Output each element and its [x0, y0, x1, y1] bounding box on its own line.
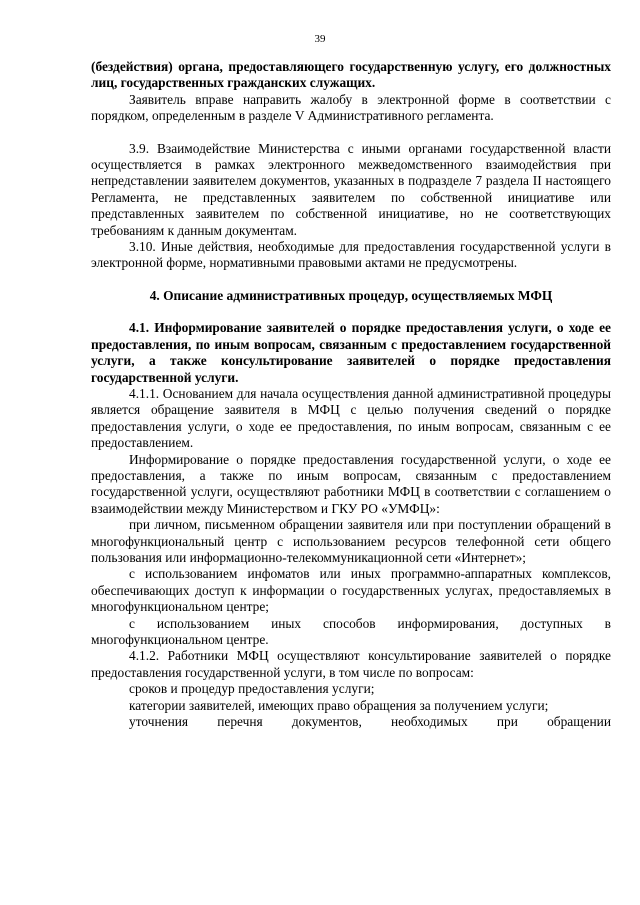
- page-number: 39: [314, 33, 326, 45]
- paragraph-informing: Информирование о порядке предоставления государственной услуги, о ходе ее предоставления, а также по иным вопросам, связанным с предоставлением государственной услуги, осуществляют работники МФЦ в соответствии с соглашением о взаимодействии между Министерством и ГКУ РО «УМФЦ»:: [91, 451, 611, 516]
- paragraph-complaint-subject: (бездействия) органа, предоставляющего государственную услугу, его должностных лиц, государственных гражданских служащих.: [91, 59, 611, 91]
- list-item-categories: категории заявителей, имеющих право обращения за получением услуги;: [129, 697, 549, 713]
- list-item-personal-appeal: при личном, письменном обращении заявителя или при поступлении обращений в многофункциональный центр с использованием ресурсов телефонной сети общего пользования или информационно-телекоммуникационной сети «Интернет»;: [91, 517, 611, 565]
- list-item-infomats: с использованием инфоматов или иных программно-аппаратных комплексов, обеспечивающих доступ к информации о государственных услугах, предоставляемых в многофункциональном центре;: [91, 566, 611, 615]
- subsection-heading-4-1: 4.1. Информирование заявителей о порядке предоставления услуги, о ходе ее предоставления, по иным вопросам, связанным с предоставлением государственной услуги, а также консультирование заявителей о порядке предоставления государственной услуги.: [91, 320, 611, 385]
- paragraph-3-9: 3.9. Взаимодействие Министерства с иными органами государственной власти осуществляется в рамках электронного межведомственного взаимодействия при непредставлении заявителем документов, указанных в подразделе 7 раздела II настоящего Регламента, не представленных заявителем по собственной инициативе или представленных заявителем по собственной инициативе, но не соответствующих требованиям к данным документам.: [91, 140, 611, 238]
- paragraph-3-10: 3.10. Иные действия, необходимые для предоставления государственной услуги в электронной форме, нормативными правовыми актами не предусмотрены.: [91, 239, 611, 271]
- paragraph-4-1-1: 4.1.1. Основанием для начала осуществления данной административной процедуры является обращение заявителя в МФЦ с целью получения сведений о порядке предоставления услуги, о ходе ее предоставления, по иным вопросам, связанным с ее предоставлением.: [91, 385, 611, 451]
- section-heading-4: 4. Описание административных процедур, осуществляемых МФЦ: [149, 287, 553, 303]
- list-item-terms: сроков и процедур предоставления услуги;: [129, 681, 375, 697]
- list-item-documents: уточнения перечня документов, необходимых при обращении: [129, 714, 611, 730]
- list-item-other-methods: с использованием иных способов информирования, доступных в многофункциональном центре.: [91, 615, 611, 647]
- paragraph-4-1-2: 4.1.2. Работники МФЦ осуществляют консультирование заявителей о порядке предоставления государственной услуги, в том числе по вопросам:: [91, 648, 611, 680]
- paragraph-electronic-complaint: Заявитель вправе направить жалобу в электронной форме в соответствии с порядком, определенным в разделе V Административного регламента.: [91, 91, 611, 124]
- document-body: [91, 59, 611, 730]
